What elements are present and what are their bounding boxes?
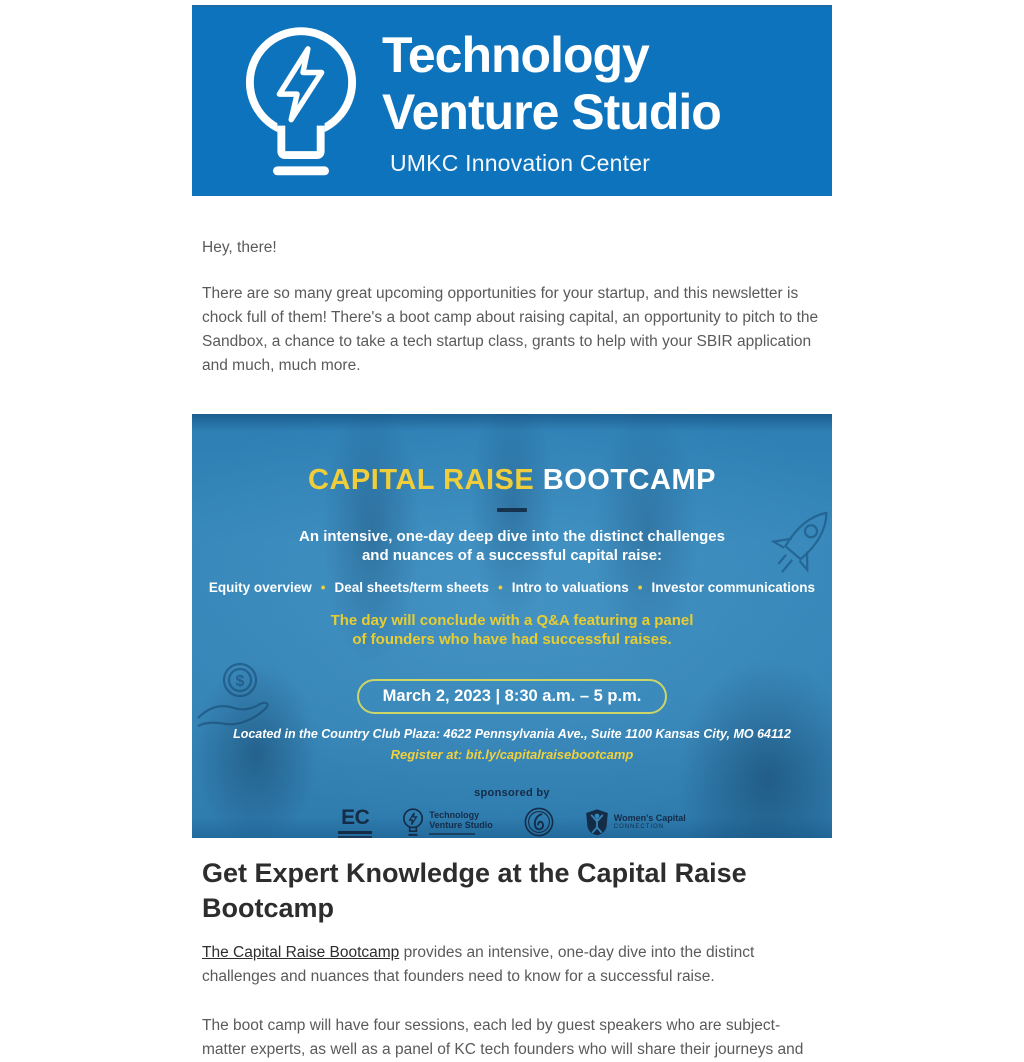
capital-raise-bootcamp-link[interactable]: The Capital Raise Bootcamp [202,944,400,961]
banner-intro-line2: and nuances of a successful capital raise: [361,547,663,564]
sponsor-logo-emblem [523,806,555,838]
header-text-block [382,27,721,177]
banner-qa-line1: The day will conclude with a Q&A featuring a panel [330,612,694,629]
banner-intro [192,527,832,565]
banner-divider [497,508,527,512]
svg-text:$: $ [235,673,245,690]
wcc-logo-line1: Women's Capital [613,813,686,823]
circular-emblem-icon [523,806,555,838]
banner-qa-line2: of founders who have had successful raises. [352,631,672,648]
banner-topics [192,580,832,595]
rocket-icon [762,502,842,592]
email-content-column [192,5,832,1062]
banner-topic: Deal sheets/term sheets [334,580,490,595]
ec-logo-bar [338,831,372,834]
bootcamp-promo-banner[interactable] [192,414,832,838]
banner-title-highlight: CAPITAL RAISE [308,464,535,496]
brand-subtitle: UMKC Innovation Center [390,149,651,176]
ec-logo-bar2 [338,836,372,838]
topic-bullet-separator: • [498,580,503,595]
banner-title [192,414,832,497]
tvs-logo-line1: Technology [429,809,480,820]
article-heading: Get Expert Knowledge at the Capital Raise Bootcamp [202,858,747,923]
register-link-text[interactable]: Register at: bit.ly/capitalraisebootcamp [390,747,634,762]
sponsor-logo-tvs [402,807,493,837]
banner-topic: Intro to valuations [511,580,629,595]
tvs-logo-line2: Venture Studio [429,819,493,830]
email-page [0,5,1024,1058]
banner-topic: Equity overview [208,580,312,595]
newsletter-header [192,5,832,196]
article-paragraph-1 [192,941,832,989]
sponsor-logo-ec [338,806,372,838]
greeting-text: Hey, there! [202,239,277,256]
event-location: Located in the Country Club Plaza: 4622 Pennsylvania Ave., Suite 1100 Kansas City, MO 64112 [233,727,791,741]
banner-qa-note [192,611,832,649]
topic-bullet-separator: • [320,580,326,595]
hand-coin-icon [196,656,276,744]
ec-logo-text: EC [341,806,370,829]
lightbulb-bolt-icon [242,23,360,181]
wcc-logo-line2: CONNECTION [613,824,665,830]
brand-title-line2: Venture Studio [382,83,721,140]
article-paragraph-1-rest: provides an intensive, one-day dive into the distinct challenges and nuances that founders need to know for a successful raise. [202,944,755,985]
banner-intro-line1: An intensive, one-day deep dive into the distinct challenges [299,528,725,545]
tvs-mini-lightbulb-icon [402,807,424,837]
banner-topic: Investor communications [651,580,816,595]
event-date-pill: March 2, 2023 | 8:30 a.m. – 5 p.m. [357,679,668,714]
tvs-logo-subline [429,833,475,835]
brand-title-line1: Technology [382,26,649,83]
brand-title [382,27,721,141]
topic-bullet-separator: • [637,580,643,595]
article-paragraph-2: The boot camp will have four sessions, each led by guest speakers who are subject-matter experts, as well as a panel of KC tech founders who will share their journeys and [202,1017,804,1058]
wcc-shield-figure-icon [585,808,609,836]
sponsor-logo-wcc [585,808,686,836]
banner-title-rest: BOOTCAMP [542,464,716,496]
sponsor-logos-row [192,806,832,838]
intro-paragraph: There are so many great upcoming opportunities for your startup, and this newsletter is chock full of them! There's a boot camp about raising capital, an opportunity to pitch to the Sandbox, a chance to take a tech startup class, grants to help with your SBIR application and much, much more. [202,285,819,374]
sponsored-by-label: sponsored by [474,787,550,799]
